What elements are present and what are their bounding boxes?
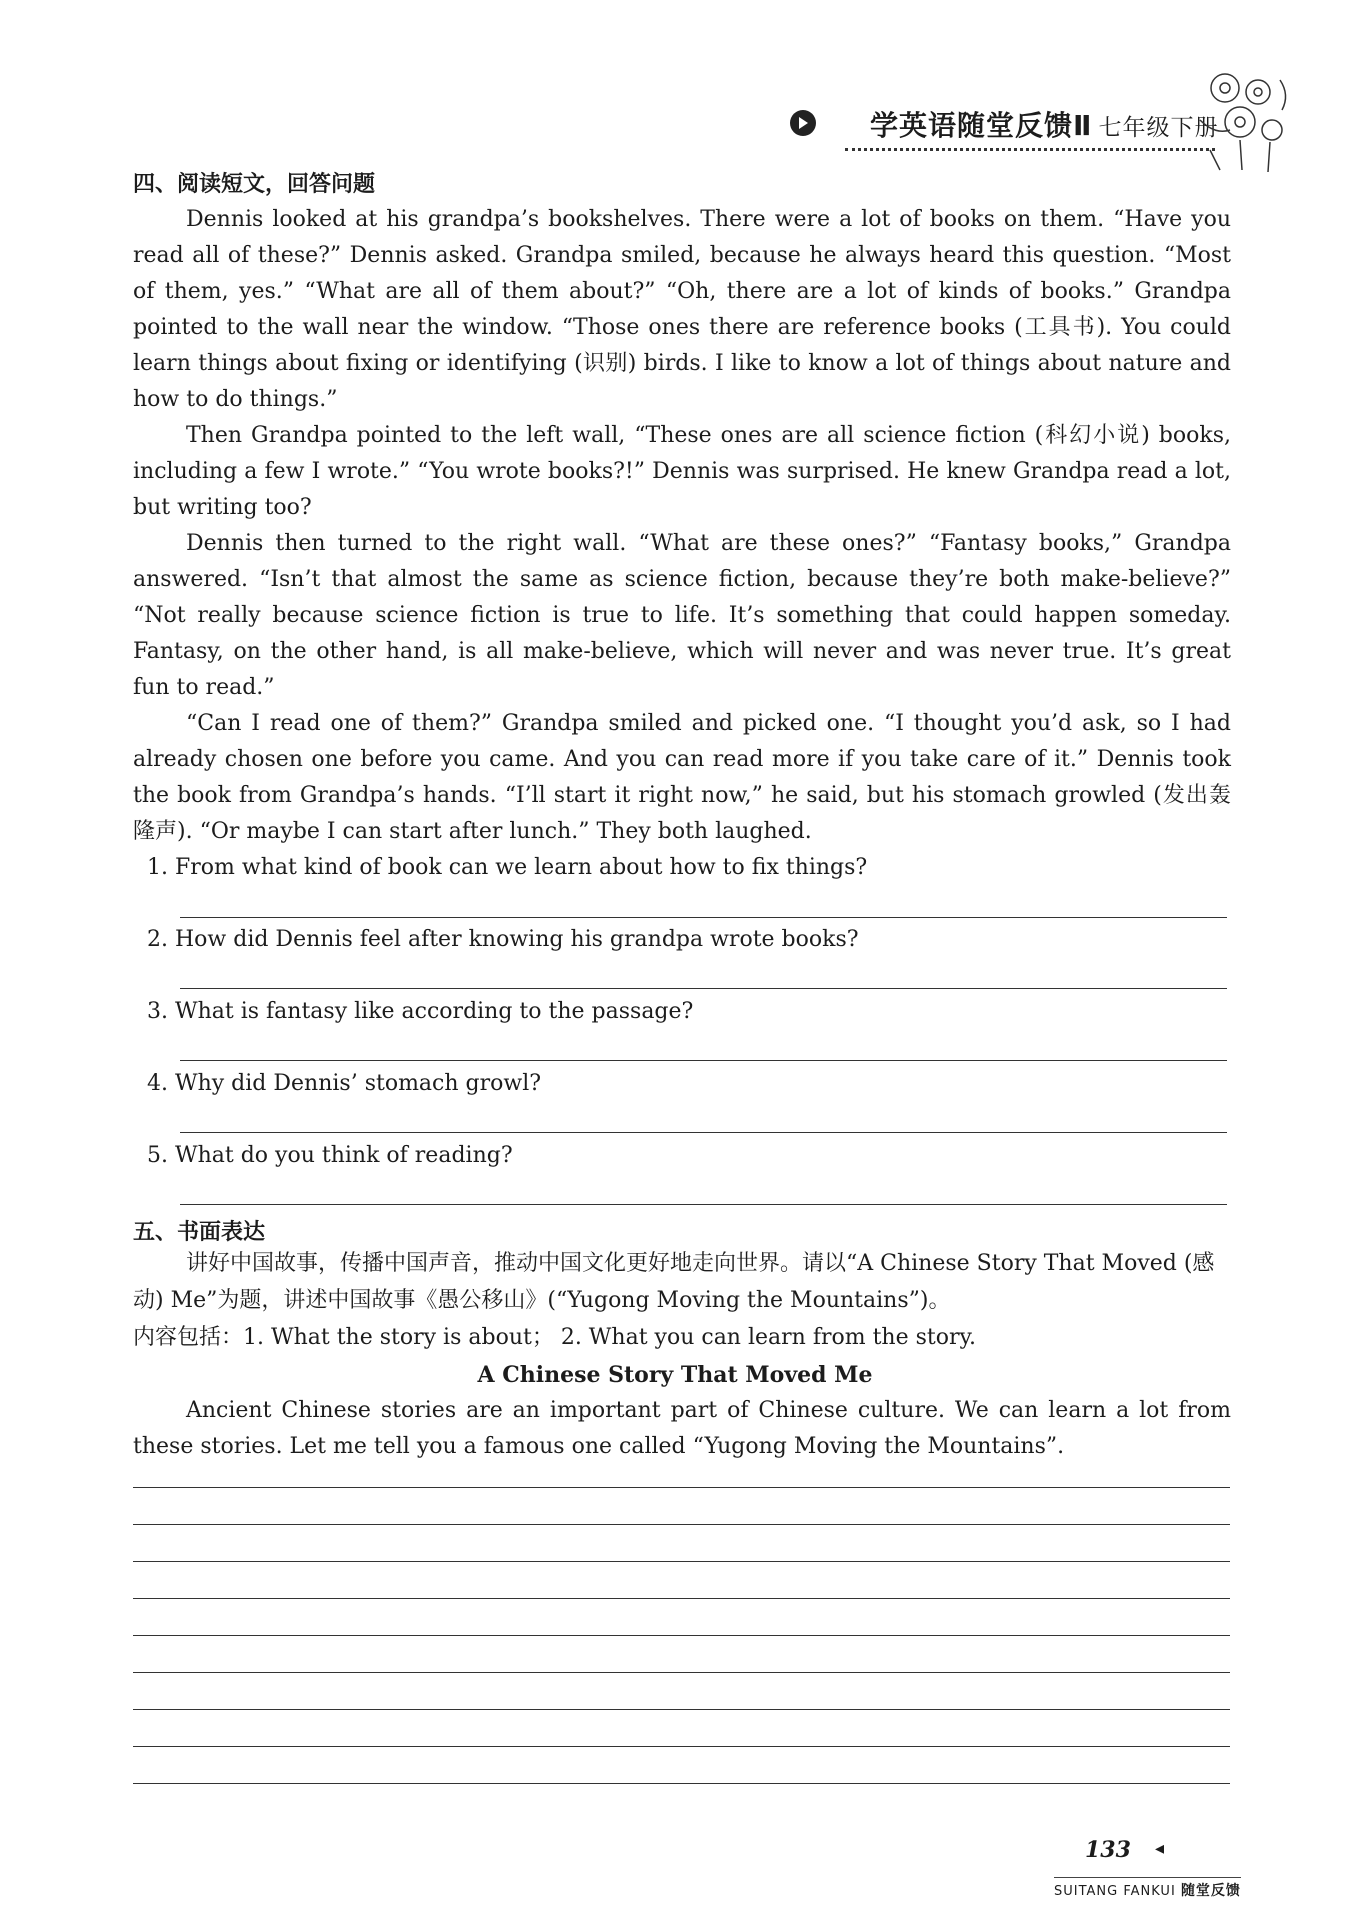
- reading-passage: [133, 202, 1231, 850]
- writing-line[interactable]: [133, 1672, 1230, 1673]
- page-header: [790, 100, 1240, 160]
- question-1: 1. From what kind of book can we learn about how to fix things?: [147, 855, 868, 880]
- book-title: 学英语随堂反馈Ⅱ 七年级下册: [870, 109, 1219, 142]
- writing-line[interactable]: [133, 1524, 1230, 1525]
- writing-prompt: 讲好中国故事，传播中国声音，推动中国文化更好地走向世界。请以“A Chinese Story That Moved (感动) Me”为题，讲述中国故事《愚公移山》(“Yugong Moving the Mountains”)。: [133, 1251, 1215, 1313]
- question-5: 5. What do you think of reading?: [147, 1143, 513, 1168]
- answer-line-5[interactable]: [180, 1204, 1227, 1205]
- essay-opening-paragraph: Ancient Chinese stories are an important part of Chinese culture. We can learn a lot from these stories. Let me tell you a famous one called “Yugong Moving the Mountains”.: [133, 1398, 1231, 1459]
- writing-line[interactable]: [133, 1709, 1230, 1710]
- writing-line[interactable]: [133, 1746, 1230, 1747]
- section-heading-writing: 五、书面表达: [133, 1220, 266, 1245]
- page-arrow-icon: ◂: [1155, 1838, 1165, 1859]
- content-points: 内容包括：1. What the story is about； 2. What you can learn from the story.: [133, 1325, 976, 1350]
- question-4: 4. Why did Dennis’ stomach growl?: [147, 1071, 542, 1096]
- answer-line-4[interactable]: [180, 1132, 1227, 1133]
- question-3: 3. What is fantasy like according to the passage?: [147, 999, 694, 1024]
- writing-instructions: [133, 1245, 1231, 1356]
- passage-paragraph: Dennis then turned to the right wall. “What are these ones?” “Fantasy books,” Grandpa answered. “Isn’t that almost the same as science fiction, because they’re both make-believe?” “Not really because science fiction is true to life. It’s something that could happen someday. Fantasy, on the other hand, is all make-believe, which will never and was never true. It’s great fun to read.”: [133, 531, 1231, 700]
- writing-line[interactable]: [133, 1487, 1230, 1488]
- question-2: 2. How did Dennis feel after knowing his grandpa wrote books?: [147, 927, 859, 952]
- page-number: 133: [1085, 1837, 1131, 1863]
- section-heading-reading: 四、阅读短文，回答问题: [133, 172, 376, 197]
- footer-brand: [1054, 1877, 1241, 1900]
- answer-line-1[interactable]: [180, 917, 1227, 918]
- writing-line[interactable]: [133, 1598, 1230, 1599]
- play-bullet-icon: [790, 110, 816, 136]
- answer-line-2[interactable]: [180, 988, 1227, 989]
- footer-brand-pinyin: SUITANG FANKUI: [1054, 1884, 1176, 1899]
- writing-line[interactable]: [133, 1783, 1230, 1784]
- book-grade: 七年级下册: [1098, 115, 1219, 141]
- footer-brand-cn: 随堂反馈: [1180, 1883, 1241, 1899]
- essay-title: A Chinese Story That Moved Me: [477, 1362, 873, 1388]
- answer-line-3[interactable]: [180, 1060, 1227, 1061]
- passage-paragraph: “Can I read one of them?” Grandpa smiled and picked one. “I thought you’d ask, so I had already chosen one before you came. And you can read more if you take care of it.” Dennis took the book from Grandpa’s hands. “I’ll start it right now,” he said, but his stomach growled (发出轰隆声). “Or maybe I can start after lunch.” They both laughed.: [133, 711, 1231, 844]
- writing-line[interactable]: [133, 1635, 1230, 1636]
- writing-line[interactable]: [133, 1561, 1230, 1562]
- flower-decoration-icon: [1190, 60, 1300, 180]
- passage-paragraph: Dennis looked at his grandpa’s bookshelves. There were a lot of books on them. “Have you read all of these?” Dennis asked. Grandpa smiled, because he always heard this question. “Most of them, yes.” “What are all of them about?” “Oh, there are a lot of kinds of books.” Grandpa pointed to the wall near the window. “Those ones there are reference books (工具书). You could learn things about fixing or identifying (识别) birds. I like to know a lot of things about nature and how to do things.”: [133, 207, 1231, 412]
- passage-paragraph: Then Grandpa pointed to the left wall, “These ones are all science fiction (科幻小说) books, including a few I wrote.” “You wrote books?!” Dennis was surprised. He knew Grandpa read a lot, but writing too?: [133, 423, 1231, 520]
- header-dotted-rule: [845, 148, 1215, 151]
- essay-opening: [133, 1393, 1231, 1465]
